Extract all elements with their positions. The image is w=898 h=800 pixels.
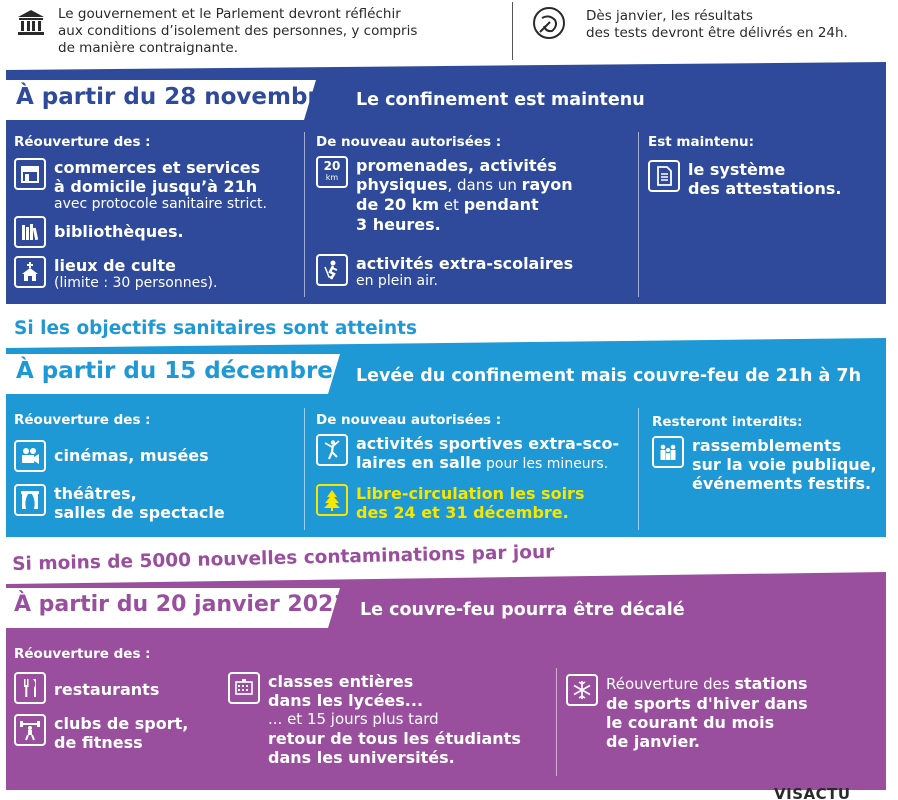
isolation-note [58,6,498,57]
list-item-theatres [14,484,225,522]
list-item-lycees [228,672,521,767]
item-text: de sports d'hiver dans [606,694,808,713]
column-divider [304,132,305,297]
isolation-note-line: de manière contraignante. [58,40,239,56]
tests-note-line: des tests devront être délivrés en 24h. [586,25,848,41]
item-text: 3 heures. [356,215,441,234]
item-text: retour de tous les étudiants [268,729,521,748]
item-text: le courant du mois [606,713,775,732]
list-item-rassemblements [652,436,877,493]
date-label: À partir du 28 novembre [16,84,335,110]
list-item-commerces [14,158,267,213]
panel-headline: Levée du confinement mais couvre-feu de 21h à 7h [356,366,862,386]
dancer-icon [316,434,348,466]
badge-number: 20 [323,159,341,173]
panel-headline: Le confinement est maintenu [356,90,645,110]
item-text: ... et 15 jours plus tard [268,710,439,728]
item-text: et [439,196,464,214]
list-item-sports-salle [316,434,619,473]
list-item-cinemas [14,440,209,472]
item-text: restaurants [54,680,160,699]
list-item-libre-circulation [316,484,584,522]
church-icon [14,256,46,288]
column-heading: Réouverture des : [14,412,151,428]
cutlery-icon [14,672,46,704]
item-text: dans les universités. [268,748,455,767]
section-title: Si les objectifs sanitaires sont atteints [14,318,417,339]
item-subtext: avec protocole sanitaire strict. [54,196,267,212]
item-text: des attestations. [688,179,842,198]
item-text: de fitness [54,733,143,752]
list-item-attestations [648,160,841,198]
item-text: de janvier. [606,732,700,751]
document-icon [648,160,680,192]
item-text: cinémas, musées [54,446,209,465]
item-text: clubs de sport, [54,714,189,733]
column-divider [556,668,557,776]
item-text: promenades, activités [356,156,557,175]
column-heading: Réouverture des : [14,134,151,150]
item-text: bibliothèques. [54,222,184,241]
column-heading: Réouverture des : [14,646,151,662]
test-swab-icon [532,6,566,40]
theater-curtain-icon [14,484,46,516]
item-text: des 24 et 31 décembre. [356,503,569,522]
date-label: À partir du 20 janvier 2021 [14,592,349,617]
list-item-restaurants [14,672,159,704]
column-heading: Est maintenu: [648,134,755,150]
isolation-note-line: aux conditions d’isolement des personnes, y compris [58,23,418,39]
credit-logo [774,788,851,800]
list-item-promenades [316,156,573,234]
column-heading: De nouveau autorisées : [316,412,502,428]
hockey-player-icon [316,254,348,286]
tests-note [586,8,886,42]
books-icon [14,216,46,248]
list-item-bibliotheques [14,216,184,248]
item-text: pour les mineurs. [481,456,609,472]
item-text: sur la voie publique, [692,455,877,474]
item-text: de 20 km [356,195,440,214]
item-text: théâtres, [54,484,137,503]
20km-badge-icon [316,156,348,188]
item-text: lieux de culte [54,256,176,275]
item-text: pendant [463,195,539,214]
item-text: laires en salle [356,453,482,472]
group-people-icon [652,436,684,468]
item-text: Réouverture des [606,675,735,693]
shop-icon [14,158,46,190]
badge-unit: km [325,173,339,182]
item-text: Libre-circulation les soirs [356,484,585,503]
weightlifter-icon [14,714,46,746]
item-subtext: (limite : 30 personnes). [54,275,218,291]
item-text: activités extra-scolaires [356,254,574,273]
list-item-extra-scolaires [316,254,573,290]
item-text: rassemblements [692,436,842,455]
item-text: événements festifs. [692,474,872,493]
item-text: physiques [356,175,448,194]
item-text: classes entières [268,672,414,691]
movie-camera-icon [14,440,46,472]
item-subtext: en plein air. [356,273,438,289]
column-heading: Resteront interdits: [652,414,803,430]
item-text: , dans un [447,176,522,194]
item-text: activités sportives extra-sco- [356,434,620,453]
date-label: À partir du 15 décembre [16,358,333,384]
credit-text: VISACTU [774,788,851,800]
column-divider [638,408,639,530]
item-text: salles de spectacle [54,503,225,522]
column-divider [304,408,305,530]
panel-headline: Le couvre-feu pourra être décalé [360,600,685,620]
item-text: à domicile jusqu’à 21h [54,177,258,196]
item-text: rayon [521,175,573,194]
column-divider [638,132,639,297]
isolation-note-line: Le gouvernement et le Parlement devront réfléchir [58,6,401,22]
government-icon [16,8,46,38]
classroom-icon [228,672,260,704]
list-item-lieux-de-culte [14,256,217,292]
snowflake-icon [566,674,598,706]
item-text: dans les lycées... [268,691,424,710]
list-item-clubs-sport [14,714,188,752]
tests-note-line: Dès janvier, les résultats [586,8,753,24]
section-title: Si moins de 5000 nouvelles contaminations par jour [12,541,555,575]
item-text: commerces et services [54,158,261,177]
list-item-stations-ski [566,674,808,751]
item-text: stations [734,674,808,693]
column-heading: De nouveau autorisées : [316,134,502,150]
top-divider [512,2,513,60]
christmas-tree-icon [316,484,348,516]
item-text: le système [688,160,786,179]
